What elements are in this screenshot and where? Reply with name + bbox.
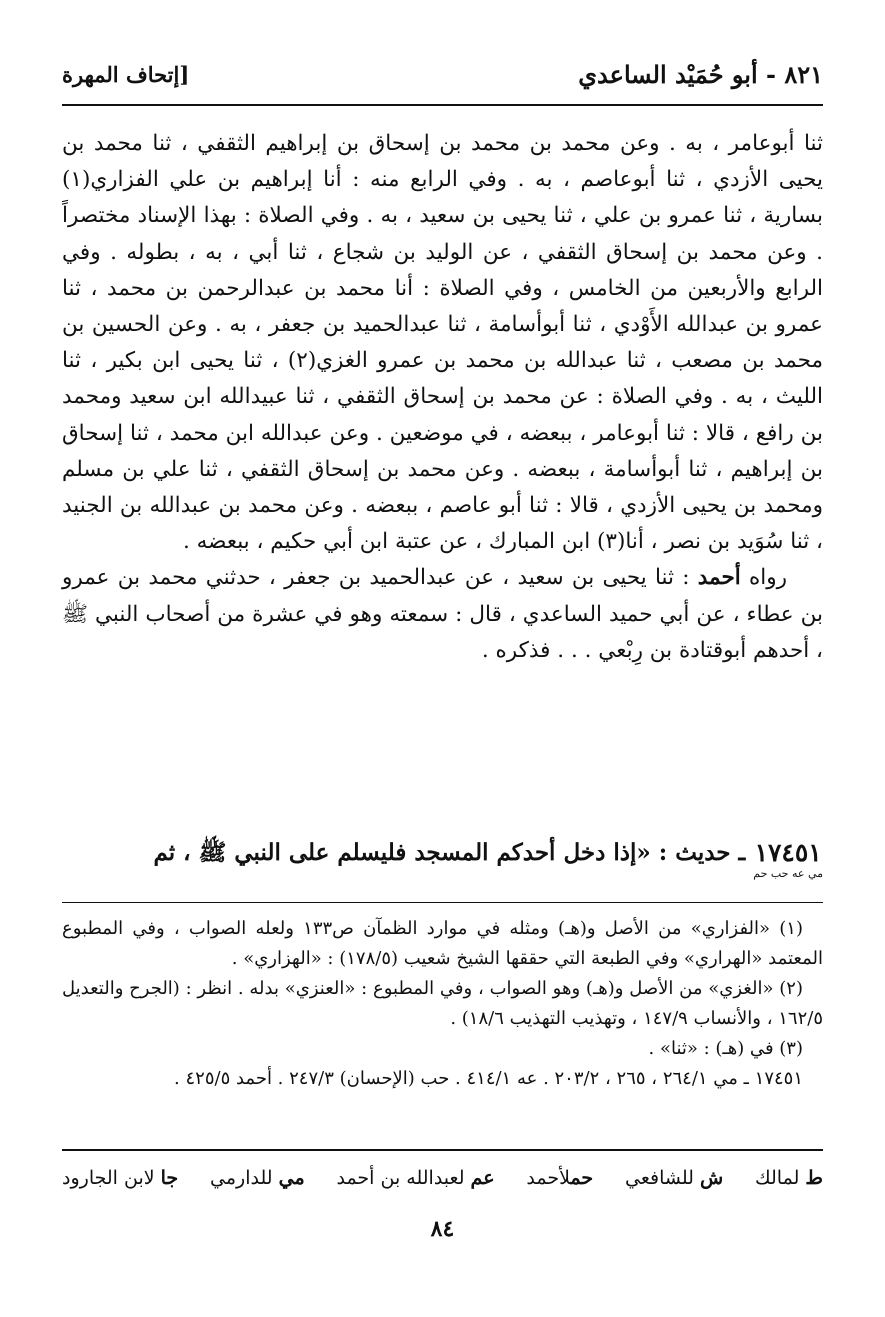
main-paragraph: ثنا أبوعامر ، به . وعن محمد بن محمد بن إسحاق بن إبراهيم الثقفي ، ثنا محمد بن يحيى الأزدي ، ثنا أبوعاصم ، به . وفي الرابع منه : أنا إبراهيم بن علي الفزاري(١) بسارية ، ثنا عمرو بن علي ، ثنا يحيى بن سعيد ، به . وفي الصلاة : بهذا الإسناد مختصراً . وعن محمد بن إسحاق الثقفي ، عن الوليد بن شجاع ، ثنا أبي ، به ، بطوله . وفي الرابع والأربعين من الخامس ، وفي الصلاة : أنا محمد بن عبدالرحمن بن محمد ، ثنا عمرو بن عبدالله الأَوْدي ، ثنا أبوأسامة ، ثنا عبدالحميد بن جعفر ، به . وعن الحسين بن محمد بن مصعب ، ثنا عبدالله بن محمد بن عمرو الغزي(٢) ، ثنا يحيى ابن بكير ، ثنا الليث ، به . وفي الصلاة : عن محمد بن إسحاق الثقفي ، ثنا عبيدالله ابن سعيد ومحمد بن رافع ، قالا : ثنا أبوعامر ، ببعضه ، في موضعين . وعن عبدالله ابن محمد ، ثنا إسحاق بن إبراهيم ، ثنا أبوأسامة ، ببعضه . وعن محمد بن إسحاق الثقفي ، ثنا علي بن مسلم ومحمد بن يحيى الأزدي ، قالا : ثنا أبو عاصم ، ببعضه . وعن محمد بن عبدالله بن الجنيد ، ثنا سُوَيد بن نصر ، أنا(٣) ابن المبارك ، عن عتبة ابن أبي حكيم ، ببعضه . xyxy=(62,131,824,555)
header-rule xyxy=(62,104,823,106)
footnote-2: (٢) «الغزي» من الأصل و(هـ) وهو الصواب ، وفي المطبوع : «العنزي» بدله . انظر : (الجرح والتعديل ١٦٢/٥ ، والأنساب ١٤٧/٩ ، وتهذيب التهذيب ١٨/٦) . xyxy=(62,978,823,1029)
hadith-number-block xyxy=(753,838,823,880)
legend-code: حم xyxy=(570,1167,594,1189)
legend-item xyxy=(625,1167,723,1189)
main-text xyxy=(62,126,823,669)
footnote-1: (١) «الفزاري» من الأصل و(هـ) ومثله في موارد الظمآن ص١٣٣ ولعله الصواب ، وفي المطبوع المعتمد «الهراري» وفي الطبعة التي حققها الشيخ شعيب (١٧٨/٥) : «الهزاري» . xyxy=(62,918,823,969)
chapter-title: ٨٢١ - أبو حُمَيْد الساعدي xyxy=(578,59,823,89)
riwayah-lead: رواه xyxy=(740,565,787,591)
legend-item xyxy=(336,1167,494,1189)
legend-item xyxy=(526,1167,593,1189)
page-header xyxy=(62,52,823,96)
legend-item xyxy=(210,1167,305,1189)
riwayah-name: أحمد xyxy=(697,565,741,591)
page-number: ٨٤ xyxy=(430,1216,455,1242)
abbreviation-legend xyxy=(62,1158,823,1198)
legend-label: لابن الجارود xyxy=(62,1167,155,1189)
legend-item xyxy=(755,1167,823,1189)
footnote-rule xyxy=(62,902,823,903)
legend-label: للشافعي xyxy=(625,1167,694,1189)
hadith-heading xyxy=(62,838,823,890)
legend-label: لعبدالله بن أحمد xyxy=(336,1167,465,1189)
footnotes xyxy=(62,914,823,1094)
hadith-number: ١٧٤٥١ xyxy=(754,838,822,867)
hadith-source-codes: مي عه حب حم xyxy=(753,867,823,880)
hadith-text: ـ حديث : «إذا دخل أحدكم المسجد فليسلم على النبي ﷺ ، ثم xyxy=(153,839,746,866)
riwayah-rest: : ثنا يحيى بن سعيد ، عن عبدالحميد بن جعفر ، حدثني محمد بن عمرو بن عطاء ، عن أبي حميد الساعدي ، قال : سمعته وهو في عشرة من أصحاب النبي ﷺ ، أحدهم أبوقتادة بن رِبْعي . . . فذكره . xyxy=(62,565,823,663)
legend-label: لأحمد xyxy=(526,1167,571,1189)
footnote-sources: ١٧٤٥١ ـ مي ٢٦٤/١ ، ٢٦٥ ، ٢٠٣/٢ . عه ٤١٤/١ . حب (الإحسان) ٢٤٧/٣ . أحمد ٤٢٥/٥ . xyxy=(174,1068,803,1089)
legend-label: لمالك xyxy=(755,1167,800,1189)
legend-code: ط xyxy=(805,1167,823,1189)
main-paragraph-riwayah xyxy=(62,560,823,669)
legend-code: ش xyxy=(699,1167,724,1189)
legend-code: عم xyxy=(470,1167,495,1189)
legend-rule xyxy=(62,1149,823,1151)
legend-code: جا xyxy=(160,1167,179,1189)
legend-label: للدارمي xyxy=(210,1167,273,1189)
footnote-3: (٣) في (هـ) : «ثنا» . xyxy=(648,1038,803,1059)
legend-item xyxy=(62,1167,178,1189)
legend-code: مي xyxy=(278,1167,305,1189)
book-title: [إتحاف المهرة xyxy=(62,61,190,87)
